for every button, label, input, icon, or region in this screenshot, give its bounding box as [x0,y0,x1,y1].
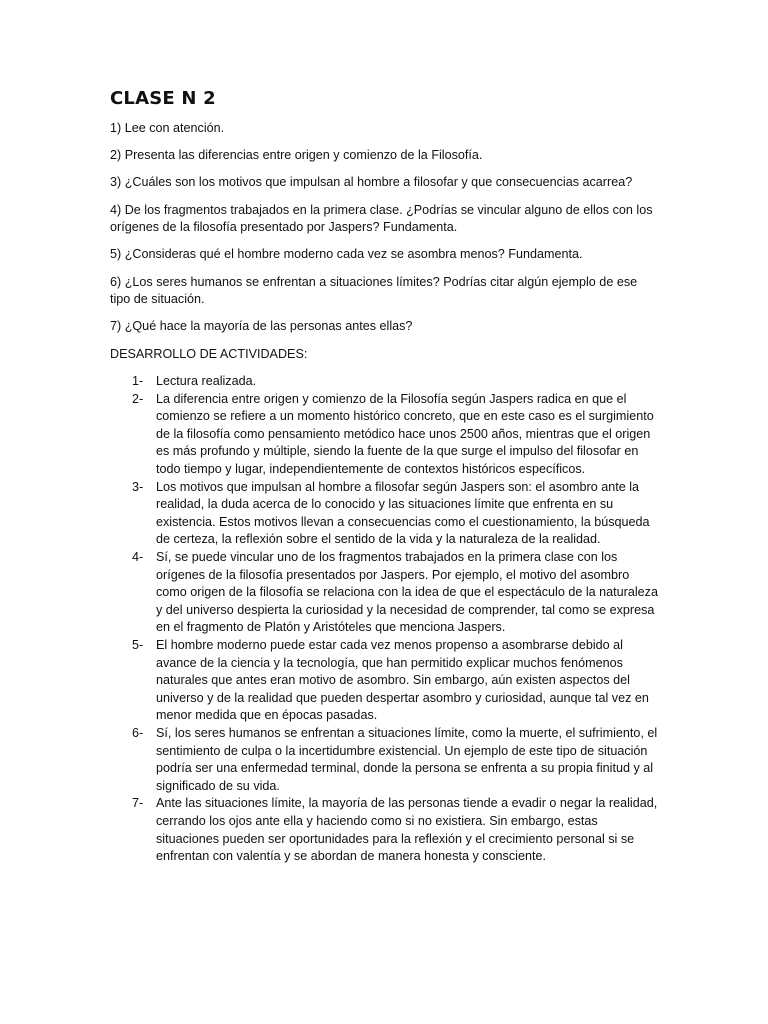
answer-item [110,391,660,479]
answer-number: 1- [132,374,144,389]
answers-list [110,373,660,866]
answer-text: Lectura realizada. [156,374,257,389]
answer-number: 6- [132,725,144,740]
question-7: 7) ¿Qué hace la mayoría de las personas antes ellas? [110,319,413,334]
document-title: CLASE N 2 [110,88,216,109]
answer-item [110,373,660,391]
answer-number: 5- [132,638,144,652]
answer-item [110,637,660,725]
answer-number: 2- [132,391,144,406]
answer-text: Los motivos que impulsan al hombre a filosofar según Jaspers son: el asombro ante la realidad, la duda acerca de lo conocido y las situaciones límite que enfrenta en su existencia. Estos motivos llevan a consecuencias como el cuestionamiento, la búsqueda de certeza, la reflexión sobre el sentido de la vida y la naturaleza de la realidad. [156,479,650,547]
answer-item [110,725,660,795]
question-3: 3) ¿Cuáles son los motivos que impulsan al hombre a filosofar y que consecuencias acarrea? [110,175,633,190]
answer-text: Sí, los seres humanos se enfrentan a situaciones límite, como la muerte, el sufrimiento, el sentimiento de culpa o la incertidumbre existencial. Un ejemplo de este tipo de situación podría ser una enfermedad terminal, donde la persona se enfrenta a su propia finitud y al significado de su vida. [156,725,658,793]
question-5: 5) ¿Consideras qué el hombre moderno cada vez se asombra menos? Fundamenta. [110,247,583,262]
answer-text: Sí, se puede vincular uno de los fragmentos trabajados en la primera clase con los orígenes de la filosofía presentados por Jaspers. Por ejemplo, el motivo del asombro como origen de la filosofía se relaciona con la idea de que el espectáculo de la naturaleza y del universo despierta la curiosidad y la necesidad de comprender, tal como se expresa en el fragmento de Platón y Aristóteles que menciona Jaspers. [156,550,658,635]
answer-text: El hombre moderno puede estar cada vez menos propenso a asombrarse debido al avance de la ciencia y la tecnología, que han permitido explicar muchos fenómenos naturales que antes eran motivo de asombro. Sin embargo, aún existen aspectos del universo y de la realidad que pueden despertar asombro y curiosidad, aunque tal vez en menor medida que en épocas pasadas. [156,638,649,723]
answer-number: 3- [132,479,144,494]
answer-text: La diferencia entre origen y comienzo de la Filosofía según Jaspers radica en que el comienzo se refiere a un momento histórico concreto, que en este caso es el surgimiento de la filosofía como pensamiento metódico hace unos 2500 años, mientras que el origen es más profundo y múltiple, siendo la fuente de la que surge el impulso del filosofar en todo tiempo y lugar, independientemente de contextos históricos específicos. [156,391,654,477]
question-6: 6) ¿Los seres humanos se enfrentan a situaciones límites? Podrías citar algún ejemplo de ese tipo de situación. [110,274,638,307]
development-heading: DESARROLLO DE ACTIVIDADES: [110,346,308,361]
answer-item [110,479,660,549]
question-2: 2) Presenta las diferencias entre origen y comienzo de la Filosofía. [110,148,483,163]
answer-number: 7- [132,796,144,811]
question-1: 1) Lee con atención. [110,121,225,135]
document-page [110,88,660,866]
answer-text: Ante las situaciones límite, la mayoría de las personas tiende a evadir o negar la realidad, cerrando los ojos ante ella y haciendo como si no existiera. Sin embargo, estas situaciones pueden ser oportunidades para la reflexión y el crecimiento personal si se enfrentan con valentía y se abordan de manera honesta y consciente. [156,796,658,864]
answer-item [110,549,660,637]
question-4: 4) De los fragmentos trabajados en la primera clase. ¿Podrías se vincular alguno de ellos con los orígenes de la filosofía presentado por Jaspers? Fundamenta. [110,202,653,235]
answer-item [110,795,660,865]
answer-number: 4- [132,550,144,565]
